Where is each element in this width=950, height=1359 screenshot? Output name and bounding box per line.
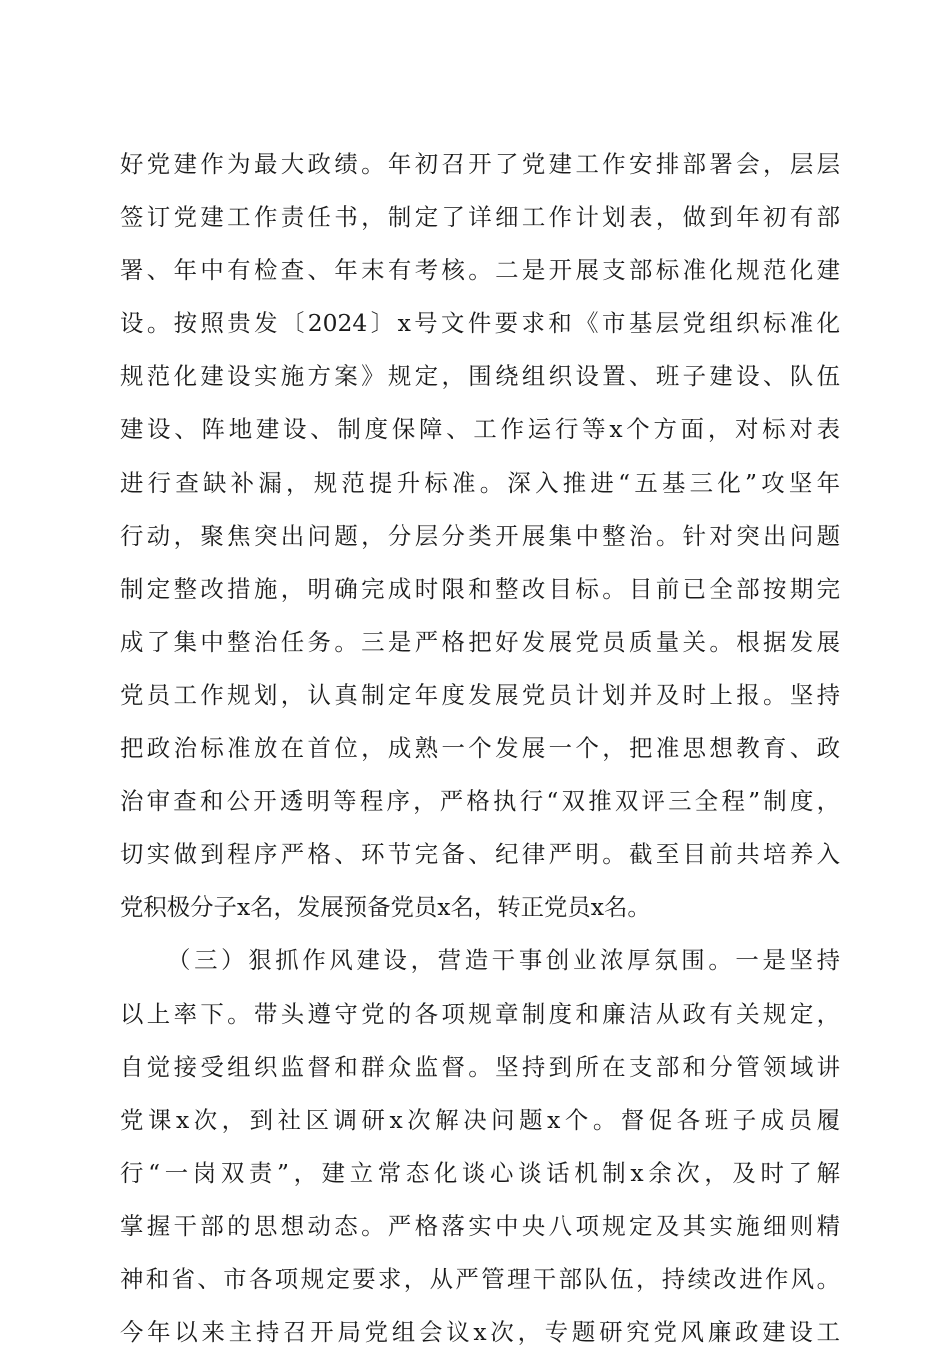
text-line: 进行查缺补漏，规范提升标准。深入推进“五基三化”攻坚年 — [120, 468, 840, 497]
text-line: 建设、阵地建设、制度保障、工作运行等x个方面，对标对表 — [120, 415, 840, 444]
text-line: 设。按照贵发〔2024〕x号文件要求和《市基层党组织标准化 — [120, 309, 840, 338]
text-line: 自觉接受组织监督和群众监督。坚持到所在支部和分管领域讲 — [120, 1052, 840, 1081]
paragraph-end-line: 党积极分子x名，发展预备党员x名，转正党员x名。 — [120, 893, 651, 922]
text-line: 签订党建工作责任书，制定了详细工作计划表，做到年初有部 — [120, 203, 840, 232]
text-line: 成了集中整治任务。三是严格把好发展党员质量关。根据发展 — [120, 627, 840, 656]
text-line: 制定整改措施，明确完成时限和整改目标。目前已全部按期完 — [120, 574, 840, 603]
text-line: 党课x次，到社区调研x次解决问题x个。督促各班子成员履 — [120, 1105, 840, 1134]
text-line: 好党建作为最大政绩。年初召开了党建工作安排部署会，层层 — [120, 150, 840, 178]
text-line: 行“一岗双责”，建立常态化谈心谈话机制x余次，及时了解 — [120, 1158, 840, 1187]
document-body — [120, 138, 840, 1359]
text-line: 神和省、市各项规定要求，从严管理干部队伍，持续改进作风。 — [120, 1264, 840, 1293]
text-line: 治审查和公开透明等程序，严格执行“双推双评三全程”制度， — [120, 787, 840, 816]
text-line: 切实做到程序严格、环节完备、纪律严明。截至目前共培养入 — [120, 840, 840, 869]
text-line: 今年以来主持召开局党组会议x次，专题研究党风廉政建设工 — [120, 1318, 840, 1347]
text-line: 党员工作规划，认真制定年度发展党员计划并及时上报。坚持 — [120, 680, 840, 709]
section-heading-line: （三）狠抓作风建设，营造干事创业浓厚氛围。一是坚持 — [167, 946, 840, 975]
text-line: 以上率下。带头遵守党的各项规章制度和廉洁从政有关规定， — [120, 999, 840, 1028]
text-line: 规范化建设实施方案》规定，围绕组织设置、班子建设、队伍 — [120, 362, 840, 391]
text-line: 署、年中有检查、年末有考核。二是开展支部标准化规范化建 — [120, 256, 840, 285]
text-line: 把政治标准放在首位，成熟一个发展一个，把准思想教育、政 — [120, 734, 840, 763]
text-line: 行动，聚焦突出问题，分层分类开展集中整治。针对突出问题 — [120, 521, 840, 550]
text-line: 掌握干部的思想动态。严格落实中央八项规定及其实施细则精 — [120, 1211, 840, 1240]
